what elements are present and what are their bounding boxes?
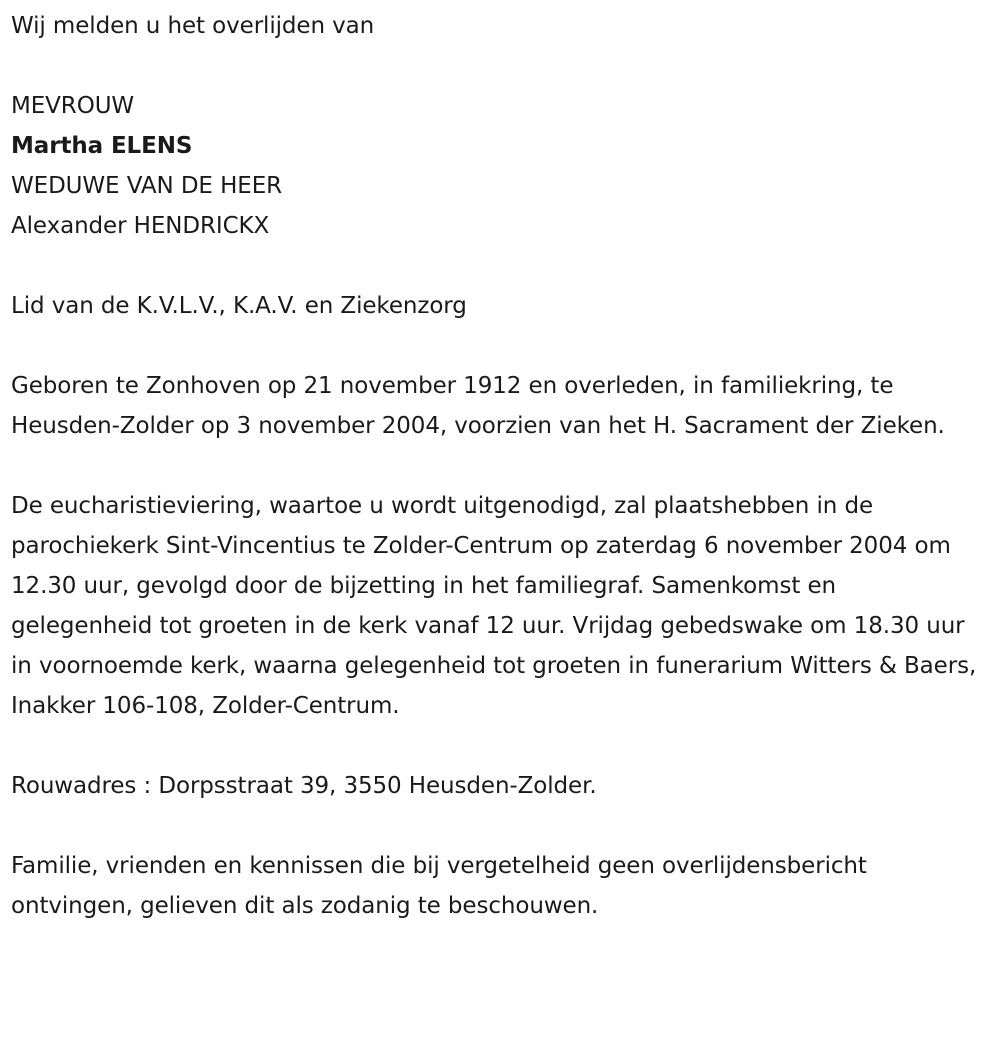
spacer bbox=[11, 46, 984, 86]
spacer bbox=[11, 726, 984, 766]
membership-line: Lid van de K.V.L.V., K.A.V. en Ziekenzorg bbox=[11, 293, 467, 319]
relation-line: WEDUWE VAN DE HEER bbox=[11, 173, 283, 199]
ceremony-paragraph: De eucharistieviering, waartoe u wordt uitgenodigd, zal plaatshebben in de parochiekerk Sint-Vincentius te Zolder-Centrum op zaterdag 6 november 2004 om 12.30 uur, gevolgd door de bijzetting in het familiegraf. Samenkomst en gelegenheid tot groeten in de kerk vanaf 12 uur. Vrijdag gebedswake om 18.30 uur in voornoemde kerk, waarna gelegenheid tot groeten in funerarium Witters & Baers, Inakker 106-108, Zolder-Centrum. bbox=[11, 493, 977, 719]
spacer bbox=[11, 446, 984, 486]
closing-paragraph: Familie, vrienden en kennissen die bij vergetelheid geen overlijdensbericht ontvingen, gelieven dit als zodanig te beschouwen. bbox=[11, 853, 867, 919]
spacer bbox=[11, 326, 984, 366]
deceased-name: Martha ELENS bbox=[11, 133, 193, 159]
spouse-name: Alexander HENDRICKX bbox=[11, 213, 270, 239]
birth-death-paragraph: Geboren te Zonhoven op 21 november 1912 en overleden, in familiekring, te Heusden-Zolder op 3 november 2004, voorzien van het H. Sacrament der Zieken. bbox=[11, 373, 945, 439]
mourning-address: Rouwadres : Dorpsstraat 39, 3550 Heusden-Zolder. bbox=[11, 773, 597, 799]
spacer bbox=[11, 806, 984, 846]
honorific-title: MEVROUW bbox=[11, 93, 135, 119]
spacer bbox=[11, 246, 984, 286]
intro-line: Wij melden u het overlijden van bbox=[11, 13, 375, 39]
